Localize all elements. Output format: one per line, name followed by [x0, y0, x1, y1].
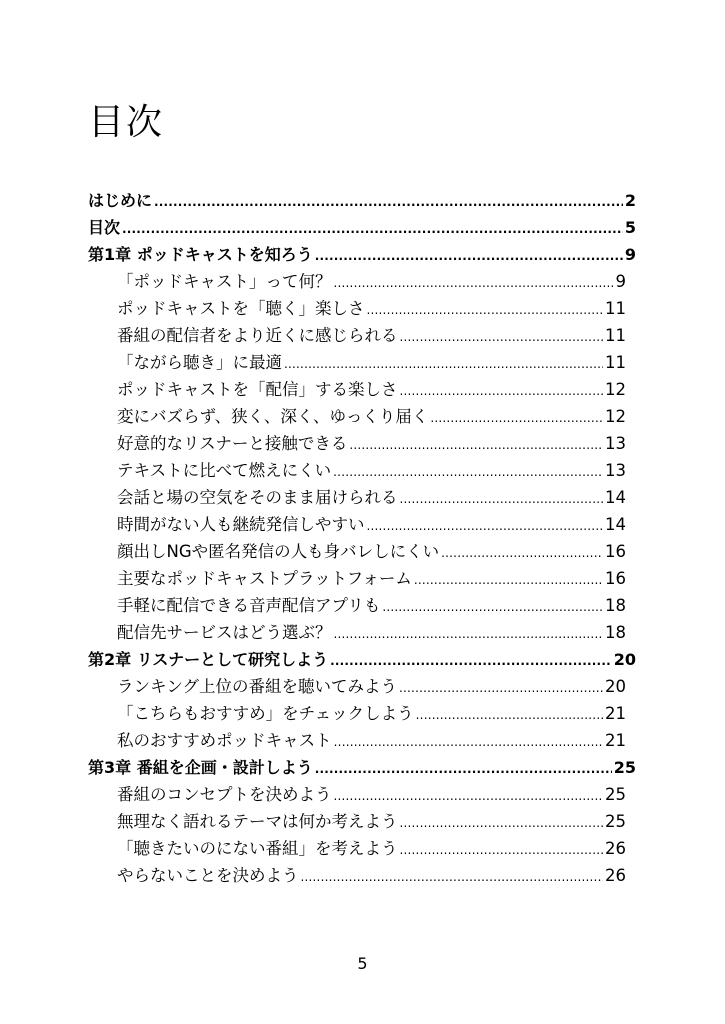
toc-section-entry[interactable]: [88, 862, 626, 889]
toc-section-entry[interactable]: [88, 322, 626, 349]
toc-leader-dots: [333, 459, 603, 486]
toc-leader-dots: [334, 621, 604, 648]
toc-entry-title: 私のおすすめポッドキャスト: [117, 731, 332, 750]
toc-entry-page: 25: [605, 785, 626, 804]
toc-section-entry[interactable]: [88, 295, 626, 322]
toc-entry-page: 20: [605, 677, 626, 696]
toc-entry-title: 目次: [88, 218, 121, 237]
toc-section-entry[interactable]: [88, 457, 626, 484]
toc-entry-title: ポッドキャストを「配信」する楽しさ: [117, 380, 398, 399]
toc-leader-dots: [334, 783, 604, 810]
toc-section-entry[interactable]: [88, 592, 626, 619]
toc-entry-page: 14: [605, 515, 626, 534]
toc-leader-dots: [154, 189, 623, 216]
toc-entry-page: 12: [605, 407, 626, 426]
toc-entry-title: 「ながら聴き」に最適: [117, 353, 282, 372]
toc-chapter-entry[interactable]: [88, 241, 636, 268]
toc-leader-dots: [441, 540, 603, 567]
toc-entry-page: 16: [605, 569, 626, 588]
toc-leader-dots: [382, 594, 603, 621]
toc-entry-title: 好意的なリスナーと接触できる: [117, 434, 348, 453]
toc-leader-dots: [315, 243, 623, 270]
toc-entry-title: 無理なく語れるテーマは何か考えよう: [117, 812, 398, 831]
toc-entry-title: 「こちらもおすすめ」をチェックしよう: [117, 704, 414, 723]
toc-section-entry[interactable]: [88, 403, 626, 430]
toc-entry-page: 26: [605, 839, 626, 858]
toc-leader-dots: [399, 675, 603, 702]
table-of-contents: [88, 187, 636, 889]
toc-section-entry[interactable]: [88, 619, 626, 646]
toc-entry-page: 14: [605, 488, 626, 507]
toc-entry-title: 顔出しNGや匿名発信の人も身バレしにくい: [117, 542, 440, 561]
toc-entry-title: 番組のコンセプトを決めよう: [117, 785, 332, 804]
toc-entry-page: 25: [613, 758, 636, 777]
page-number: 5: [357, 954, 368, 973]
toc-entry-page: 16: [605, 542, 626, 561]
toc-entry-title: 「聴きたいのにない番組」を考えよう: [117, 839, 398, 858]
toc-chapter-entry[interactable]: [88, 754, 636, 781]
toc-entry-title: テキストに比べて燃えにくい: [117, 461, 332, 480]
toc-section-entry[interactable]: [88, 538, 626, 565]
toc-entry-title: 手軽に配信できる音声配信アプリも: [117, 596, 381, 615]
page-title: 目次: [88, 102, 165, 143]
toc-leader-dots: [430, 405, 603, 432]
toc-entry-title: 第1章 ポッドキャストを知ろう: [88, 245, 313, 264]
toc-leader-dots: [334, 729, 603, 756]
toc-entry-page: 12: [605, 380, 626, 399]
toc-section-entry[interactable]: [88, 268, 626, 295]
toc-entry-page: 5: [624, 218, 636, 237]
toc-entry-title: はじめに: [88, 191, 153, 210]
toc-entry-page: 18: [605, 596, 626, 615]
toc-leader-dots: [400, 810, 604, 837]
toc-entry-page: 26: [605, 866, 626, 885]
toc-entry-title: 変にバズらず、狭く、深く、ゆっくり届く: [117, 407, 429, 426]
toc-section-entry[interactable]: [88, 484, 626, 511]
toc-entry-title: 第3章 番組を企画・設計しよう: [88, 758, 313, 777]
toc-section-entry[interactable]: [88, 673, 626, 700]
toc-entry-page: 9: [615, 272, 626, 291]
toc-entry-title: 時間がない人も継続発信しやすい: [117, 515, 365, 534]
toc-entry-page: 21: [605, 704, 626, 723]
toc-entry-page: 21: [605, 731, 626, 750]
toc-section-entry[interactable]: [88, 727, 626, 754]
toc-entry-title: ポッドキャストを「聴く」楽しさ: [117, 299, 365, 318]
toc-section-entry[interactable]: [88, 349, 626, 376]
toc-section-entry[interactable]: [88, 376, 626, 403]
toc-section-entry[interactable]: [88, 835, 626, 862]
toc-entry-title: やらないことを決めよう: [117, 866, 299, 885]
toc-leader-dots: [315, 756, 612, 783]
toc-entry-page: 18: [605, 623, 626, 642]
toc-entry-title: 会話と場の空気をそのまま届けられる: [117, 488, 398, 507]
toc-leader-dots: [416, 702, 603, 729]
toc-leader-dots: [349, 432, 603, 459]
toc-leader-dots: [400, 324, 604, 351]
toc-section-entry[interactable]: [88, 781, 626, 808]
toc-entry-title: 配信先サービスはどう選ぶ？: [117, 623, 332, 642]
toc-entry-title: 主要なポッドキャストプラットフォーム: [117, 569, 412, 588]
toc-leader-dots: [400, 837, 604, 864]
toc-entry-title: 「ポッドキャスト」って何？: [117, 272, 332, 291]
toc-section-entry[interactable]: [88, 808, 626, 835]
toc-entry-page: 13: [605, 461, 626, 480]
toc-entry-page: 25: [605, 812, 626, 831]
toc-section-entry[interactable]: [88, 511, 626, 538]
toc-leader-dots: [122, 216, 623, 243]
toc-entry-page: 11: [605, 299, 626, 318]
toc-section-entry[interactable]: [88, 430, 626, 457]
toc-entry-title: 番組の配信者をより近くに感じられる: [117, 326, 398, 345]
toc-entry-title: ランキング上位の番組を聴いてみよう: [117, 677, 398, 696]
toc-leader-dots: [367, 513, 604, 540]
toc-entry-page: 11: [605, 353, 626, 372]
toc-leader-dots: [330, 648, 612, 675]
toc-leader-dots: [414, 567, 603, 594]
toc-leader-dots: [400, 378, 604, 405]
toc-entry-page: 2: [624, 191, 636, 210]
toc-entry-page: 11: [605, 326, 626, 345]
toc-entry-page: 9: [624, 245, 636, 264]
toc-chapter-entry[interactable]: [88, 214, 636, 241]
toc-entry-page: 13: [605, 434, 626, 453]
toc-leader-dots: [301, 864, 604, 891]
toc-entry-title: 第2章 リスナーとして研究しよう: [88, 650, 329, 669]
toc-leader-dots: [400, 486, 604, 513]
toc-leader-dots: [334, 270, 614, 297]
toc-leader-dots: [367, 297, 604, 324]
toc-section-entry[interactable]: [88, 700, 626, 727]
toc-leader-dots: [284, 351, 603, 378]
toc-section-entry[interactable]: [88, 565, 626, 592]
toc-chapter-entry[interactable]: [88, 646, 636, 673]
toc-entry-page: 20: [613, 650, 636, 669]
toc-chapter-entry[interactable]: [88, 187, 636, 214]
